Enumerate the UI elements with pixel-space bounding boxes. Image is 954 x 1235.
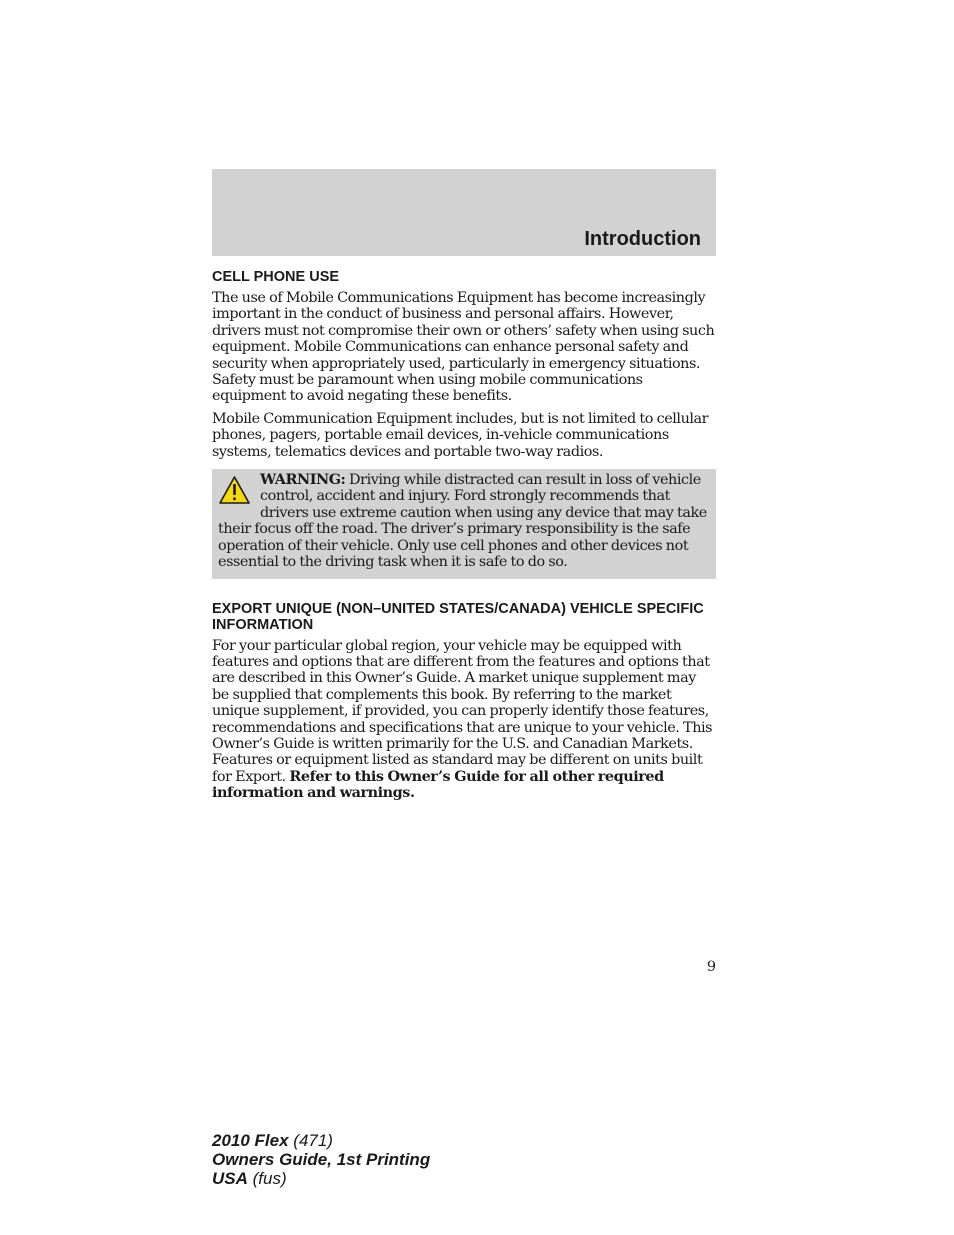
footer <box>212 1131 430 1188</box>
footer-line-3 <box>212 1169 430 1188</box>
footer-line-2: Owners Guide, 1st Printing <box>212 1150 431 1169</box>
warning-box <box>212 469 716 578</box>
paragraph: Mobile Communication Equipment includes, but is not limited to cellular phones, pagers, portable email devices, in-vehicle communications systems, telematics devices and portable two-way radios. <box>212 410 709 460</box>
paragraph <box>212 638 716 802</box>
paragraph: The use of Mobile Communications Equipment has become increasingly important in the conduct of business and personal affairs. However, drivers must not compromise their own or others’ safety when using such equipment. Mobile Communications can enhance personal safety and security when appropriately used, particularly in emergency situations. Safety must be paramount when using mobile communications equipment to avoid negating these benefits. <box>212 290 715 405</box>
footer-line-1 <box>212 1131 430 1150</box>
page-content <box>212 169 716 802</box>
warning-text <box>218 472 708 570</box>
warning-label: WARNING: <box>260 471 346 489</box>
footer-market-code: (fus) <box>247 1169 287 1188</box>
header-band <box>212 169 716 256</box>
paragraph-text: For your particular global region, your vehicle may be equipped with features and options that are different from the features and options that are described in this Owner’s Guide. A market unique supplement may be supplied that complements this book. By referring to the market unique supplement, if provided, you can properly identify those features, recommendations and specifications that are unique to your vehicle. This Owner’s Guide is written primarily for the U.S. and Canadian Markets. Features or equipment listed as standard may be different on units built for Export. <box>212 637 713 785</box>
section-heading-export-unique: EXPORT UNIQUE (NON–UNITED STATES/CANADA) VEHICLE SPECIFIC INFORMATION <box>212 600 704 633</box>
footer-market: USA <box>212 1169 248 1188</box>
page-title: Introduction <box>584 228 701 250</box>
paragraph-bold-text: Refer to this Owner’s Guide for all other required information and warnings. <box>212 767 664 802</box>
footer-model-code: (471) <box>288 1131 333 1150</box>
section-heading-cell-phone: CELL PHONE USE <box>212 269 340 285</box>
warning-body: Driving while distracted can result in loss of vehicle control, accident and injury. Ford strongly recommends that drivers use extreme caution when using any device that may take their focus off the road. The driver’s primary responsibility is the safe operation of their vehicle. Only use cell phones and other devices not essential to the driving task when it is safe to do so. <box>218 472 707 571</box>
warning-triangle-icon <box>218 475 251 505</box>
footer-model: 2010 Flex <box>212 1131 289 1150</box>
page-number: 9 <box>706 959 716 975</box>
